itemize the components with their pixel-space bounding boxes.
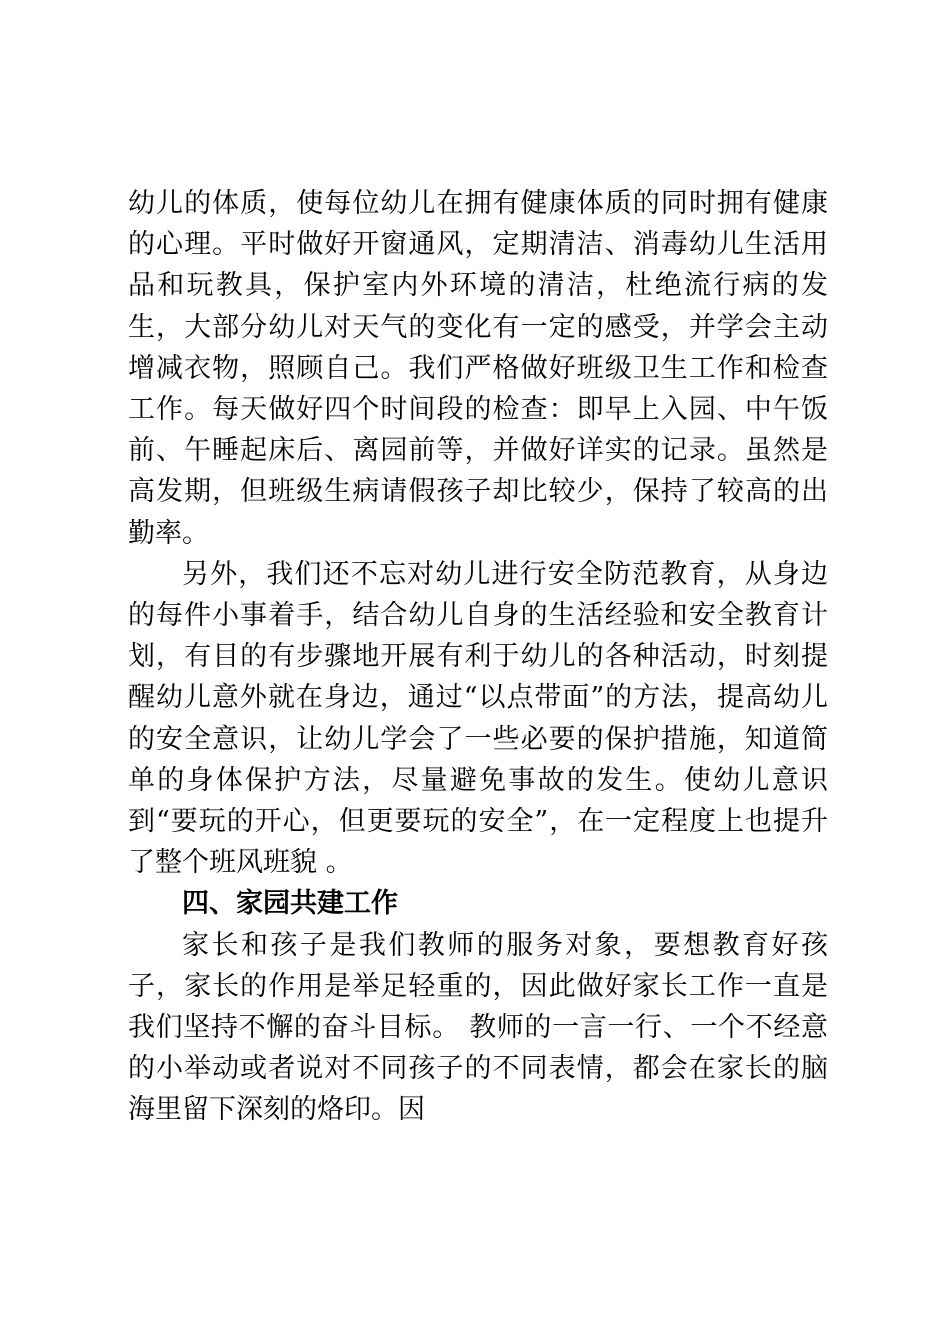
document-body bbox=[128, 183, 828, 1131]
paragraph-safety: 另外，我们还不忘对幼儿进行安全防范教育，从身边的每件小事着手，结合幼儿自身的生活经验和安全教育计划，有目的有步骤地开展有利于幼儿的各种活动，时刻提醒幼儿意外就在身边，通过“以点带面”的方法，提高幼儿的安全意识，让幼儿学会了一些必要的保护措施，知道简单的身体保护方法，尽量避免事故的发生。使幼儿意识到“要玩的开心，但更要玩的安全”，在一定程度上也提升了整个班风班貌 。 bbox=[128, 558, 828, 879]
paragraph-parents: 家长和孩子是我们教师的服务对象，要想教育好孩子，家长的作用是举足轻重的，因此做好家长工作一直是我们坚持不懈的奋斗目标。 教师的一言一行、一个不经意的小举动或者说对不同孩子的不同表情，都会在家长的脑海里留下深刻的烙印。因 bbox=[128, 929, 828, 1126]
paragraph-health: 幼儿的体质，使每位幼儿在拥有健康体质的同时拥有健康的心理。平时做好开窗通风，定期清洁、消毒幼儿生活用品和玩教具，保护室内外环境的清洁，杜绝流行病的发生，大部分幼儿对天气的变化有一定的感受，并学会主动增减衣物，照顾自己。我们严格做好班级卫生工作和检查工作。每天做好四个时间段的检查：即早上入园、中午饭前、午睡起床后、离园前等，并做好详实的记录。虽然是高发期，但班级生病请假孩子却比较少，保持了较高的出勤率。 bbox=[128, 188, 828, 549]
section-heading: 四、家园共建工作 bbox=[182, 888, 398, 920]
